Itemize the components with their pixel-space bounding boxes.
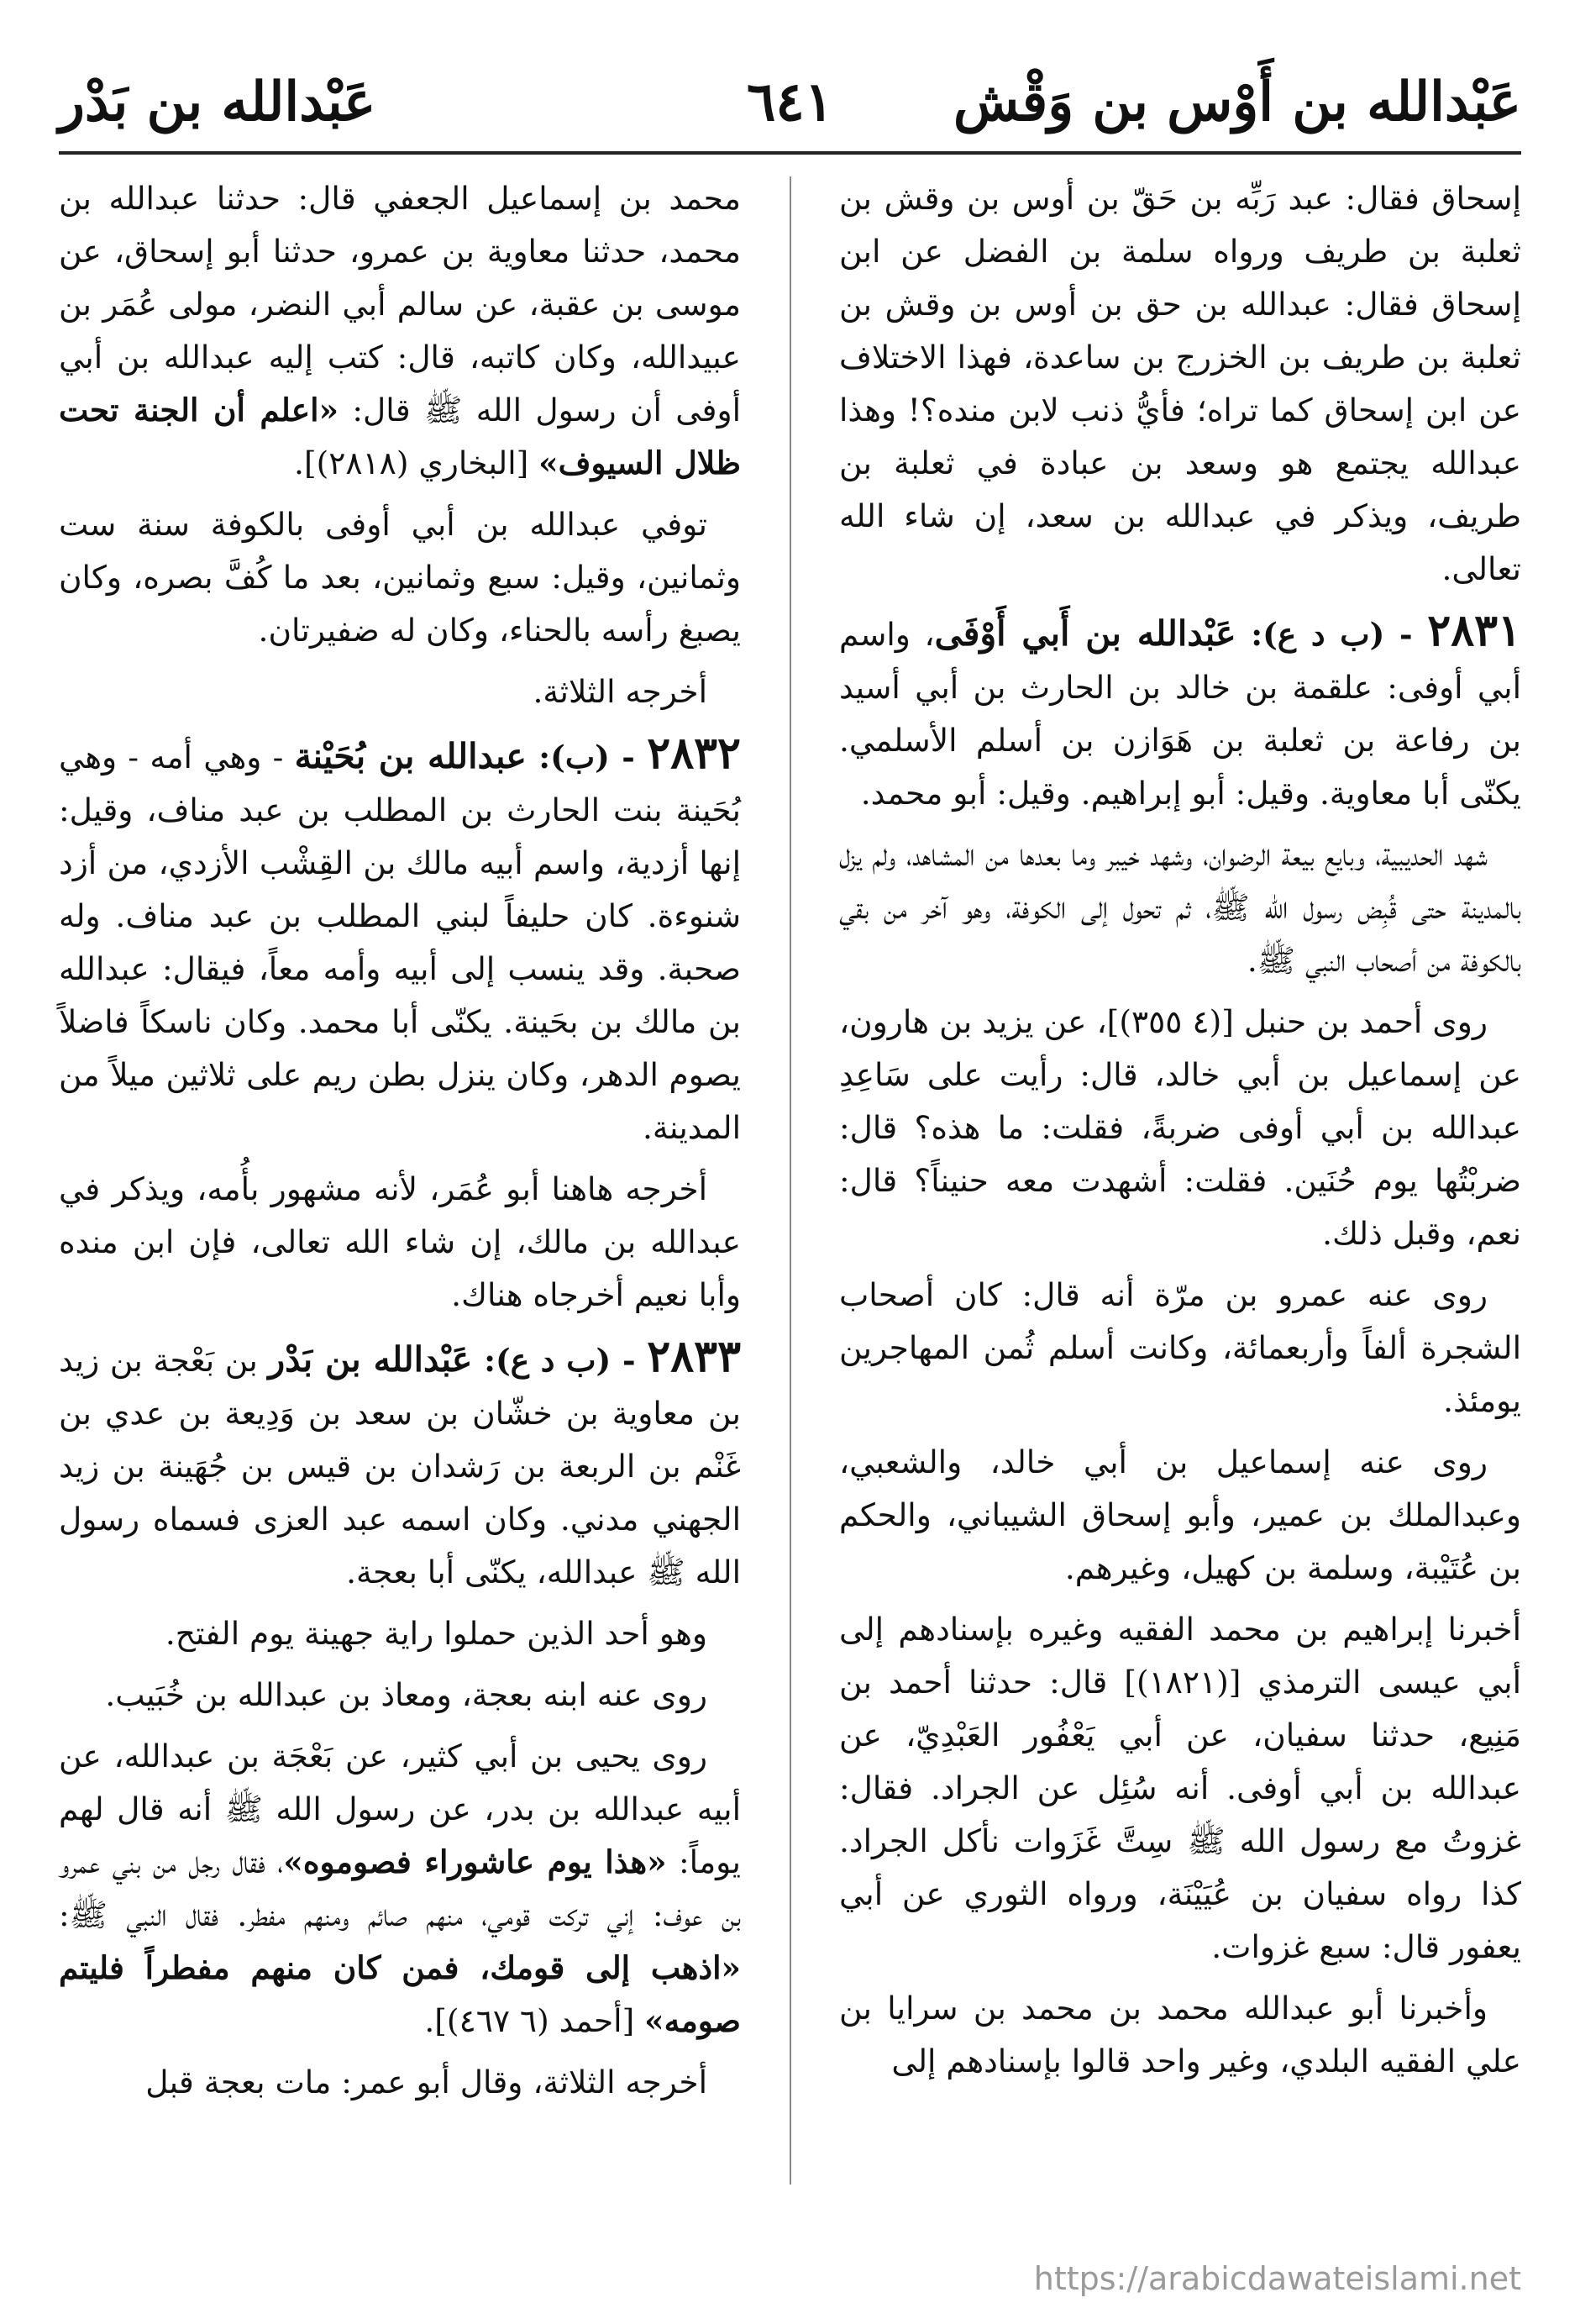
entry-sigla: - (ب د ع): (1236, 616, 1428, 653)
paragraph: أخرجه الثلاثة، وقال أبو عمر: مات بعجة قبل (145, 2064, 707, 2101)
entry-text: - وهي أمه - وهي بُحَينة بنت الحارث بن المطلب بن عبد مناف، وقيل: إنها أزدية، واسم أبيه مالك بن القِشْب الأزدي، من أزد شنوءة. كان حليفاً لبني المطلب بن عبد مناف. وله صحبة. وقد ينسب إلى أبيه وأمه معاً، فيقال: عبدالله بن مالك بن بحَينة. يكنّى أبا محمد. وكان ناسكاً فاضلاً يصوم الدهر، وكان ينزل بطن ريم على ثلاثين ميلاً من المدينة. (59, 739, 741, 1146)
paragraph: أخرجه هاهنا أبو عُمَر، لأنه مشهور بأُمه، ويذكر في عبدالله بن مالك، إن شاء الله تعالى، فإن ابن منده وأبا نعيم أخرجاه هناك. (59, 1170, 741, 1313)
paragraph (59, 1730, 741, 2048)
reference: [أحمد (٦ ٤٦٧)]. (424, 2002, 645, 2039)
right-column (839, 172, 1521, 2096)
entry-text: بن بَعْجة بن زيد بن معاوية بن خشّان بن سعد بن وَدِيعة بن عدي بن غَنْم بن الربعة بن رَشدان بن قيس بن جُهَينة بن زيد الجهني مدني. وكان اسمه عبد العزى فسماه رسول الله ﷺ عبدالله، يكنّى أبا بعجة. (59, 1342, 741, 1591)
paragraph: أخرجه الثلاثة. (533, 673, 707, 710)
entry-2833 (59, 1330, 741, 1599)
reference: [البخاري (٢٨١٨)]. (294, 444, 539, 481)
paragraph: أخبرنا إبراهيم بن محمد الفقيه وغيره بإسنادهم إلى أبي عيسى الترمذي [(١٨٢١)] قال: حدثنا أحمد بن مَنِيع، حدثنا سفيان، عن أبي يَعْفُور العَبْدِيّ، عن عبدالله بن أبي أوفى. أنه سُئِل عن الجراد. فقال: غزوتُ مع رسول الله ﷺ سِتَّ غَزَوات نأكل الجراد. كذا رواه سفيان بن عُيَيْنَة، ورواه الثوري عن أبي يعفور قال: سبع غزوات. (839, 1611, 1521, 1965)
column-divider (790, 176, 791, 2185)
paragraph: وهو أحد الذين حملوا راية جهينة يوم الفتح. (165, 1615, 707, 1652)
entry-text: ، واسم أبي أوفى: علقمة بن خالد بن الحارث بن أبي أسيد بن رفاعة بن ثعلبة بن هَوَازن بن أسلم الأسلمي. يكنّى أبا معاوية. وقيل: أبو إبراهيم. وقيل: أبو محمد. (839, 616, 1521, 812)
text-run: محمد بن إسماعيل الجعفي قال: حدثنا عبدالله بن محمد، حدثنا معاوية بن عمرو، حدثنا أبو إسحاق، عن موسى بن عقبة، عن سالم أبي النضر، مولى عُمَر بن عبيدالله، وكان كاتبه، قال: كتب إليه عبدالله بن أبي أوفى أن رسول الله ﷺ قال: (59, 180, 741, 429)
entry-number: ٢٨٣٢ (647, 728, 741, 779)
entry-number: ٢٨٣٣ (647, 1331, 741, 1382)
page-header (59, 59, 1521, 155)
paragraph: توفي عبدالله بن أبي أوفى بالكوفة سنة ست وثمانين، وقيل: سبع وثمانين، بعد ما كُفَّ بصره، وكان يصبغ رأسه بالحناء، وكان له ضفيرتان. (59, 506, 741, 649)
paragraph: روى عنه إسماعيل بن أبي خالد، والشعبي، وعبدالملك بن عمير، وأبو إسحاق الشيباني، والحكم بن عُتَيْبة، وسلمة بن كهيل، وغيرهم. (839, 1443, 1521, 1586)
paragraph: روى عنه عمرو بن مرّة أنه قال: كان أصحاب الشجرة ألفاً وأربعمائة، وكانت أسلم ثُمن المهاجرين يومئذ. (839, 1276, 1521, 1419)
text-run: روى يحيى بن أبي كثير، عن بَعْجَة بن عبدالله، عن أبيه عبدالله بن بدر، عن رسول الله ﷺ أنه قال لهم يوماً: (59, 1738, 741, 1880)
entry-name: عَبْدالله بن بَدْر (268, 1339, 473, 1380)
hadith-quote: «اذهب إلى قومك، فمن كان منهم مفطراً فليتم صومه» (59, 1949, 741, 2039)
entry-2832 (59, 727, 741, 1154)
entry-name: عبدالله بن بُحَيْنة (294, 736, 527, 776)
left-column (59, 172, 741, 2117)
paragraph: روى عنه ابنه بعجة، ومعاذ بن عبدالله بن خُبَيب. (105, 1676, 707, 1713)
hadith-quote: «هذا يوم عاشوراء فصوموه» (283, 1843, 667, 1880)
paragraph: وأخبرنا أبو عبدالله محمد بن محمد بن سرايا بن علي الفقيه البلدي، وغير واحد قالوا بإسنادهم إلى (839, 1990, 1521, 2080)
paragraph: روى أحمد بن حنبل [(٤ ٣٥٥)]، عن يزيد بن هارون، عن إسماعيل بن أبي خالد، قال: رأيت على سَاعِدِ عبدالله بن أبي أوفى ضربةً، فقلت: ما هذه؟ قال: ضربْتُها يوم حُنَين. فقلت: أشهدت معه حنيناً؟ قال: نعم، وقبل ذلك. (839, 1003, 1521, 1252)
running-title-right: عَبْدالله بن أَوْس بن وَقْش (953, 71, 1521, 134)
hadith-quote: «اعلم أن الجنة تحت ظلال السيوف» (59, 392, 741, 481)
entry-number: ٢٨٣١ (1427, 605, 1521, 656)
paragraph (59, 172, 741, 490)
paragraph: شهد الحديبية، وبايع بيعة الرضوان، وشهد خيبر وما بعدها من المشاهد، ولم يزل بالمدينة حتى قُبِض رسول الله ﷺ، ثم تحول إلى الكوفة، وهو آخر من بقي بالكوفة من أصحاب النبي ﷺ. (839, 836, 1521, 979)
running-title-left: عَبْدالله بن بَدْر (59, 71, 376, 134)
watermark-url: https://arabicdawateislami.net (1033, 2260, 1521, 2297)
paragraph: إسحاق فقال: عبد رَبِّه بن حَقّ بن أوس بن وقش بن ثعلبة بن طريف ورواه سلمة بن الفضل عن ابن إسحاق فقال: عبدالله بن حق بن أوس بن وقش بن ثعلبة بن طريف بن الخزرج بن ساعدة، فهذا الاختلاف عن ابن إسحاق كما تراه؛ فأيُّ ذنب لابن منده؟! وهذا عبدالله يجتمع هو وسعد بن عبادة في ثعلبة بن طريف، ويذكر في عبدالله بن سعد، إن شاء الله تعالى. (839, 180, 1521, 587)
entry-name: عَبْدالله بن أَبي أَوْفَى (934, 613, 1236, 654)
entry-sigla: - (ب د ع): (472, 1342, 648, 1379)
entry-sigla: - (ب): (526, 739, 648, 776)
entry-2831 (839, 604, 1521, 820)
page-number: ٦٤١ (746, 71, 834, 134)
text-run: ، فقال رجل من بني عمرو بن عوف: إني تركت قومي، منهم صائم ومنهم مفطر. فقال النبي ﷺ: (59, 1843, 741, 1933)
